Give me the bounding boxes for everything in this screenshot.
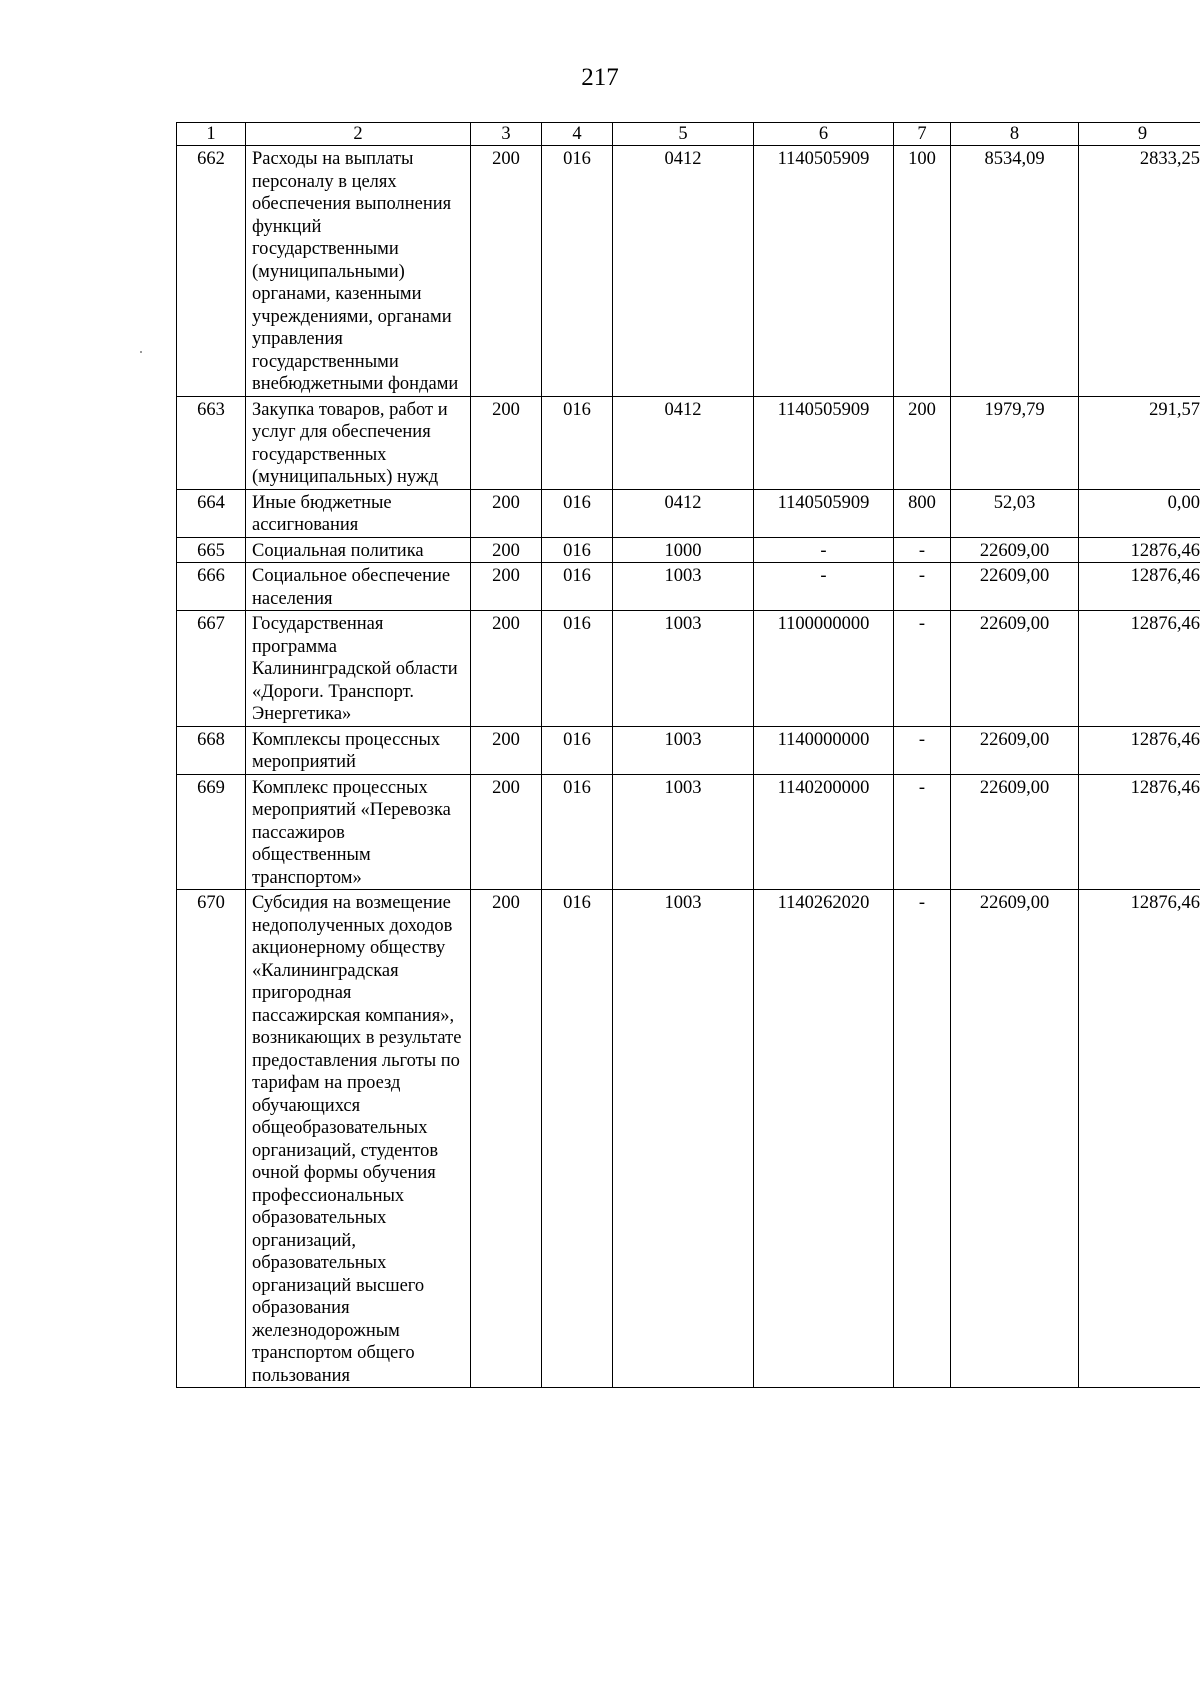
row-number: 662 [177,146,246,397]
cell-col-7: - [894,774,951,890]
cell-col-3: 200 [471,890,542,1388]
cell-col-9: 0,00 [1079,489,1200,537]
cell-col-3: 200 [471,563,542,611]
table-row [177,146,1200,397]
row-description: Комплексы процессных мероприятий [246,726,471,774]
cell-col-8: 22609,00 [951,537,1079,563]
cell-col-8: 22609,00 [951,563,1079,611]
cell-col-4: 016 [542,396,613,489]
cell-col-6: - [754,537,894,563]
cell-col-5: 1003 [613,726,754,774]
row-number: 668 [177,726,246,774]
cell-col-6: 1140000000 [754,726,894,774]
header-row [177,123,1200,146]
cell-col-4: 016 [542,611,613,727]
row-description: Иные бюджетные ассигнования [246,489,471,537]
cell-col-4: 016 [542,890,613,1388]
page-number: 217 [581,64,619,91]
cell-col-3: 200 [471,726,542,774]
table-row [177,726,1200,774]
cell-col-7: - [894,611,951,727]
row-number: 664 [177,489,246,537]
cell-col-7: 200 [894,396,951,489]
cell-col-8: 1979,79 [951,396,1079,489]
cell-col-6: - [754,563,894,611]
cell-col-4: 016 [542,774,613,890]
table-row [177,774,1200,890]
cell-col-9: 12876,46 [1079,611,1200,727]
cell-col-5: 0412 [613,489,754,537]
cell-col-4: 016 [542,146,613,397]
cell-col-6: 1140505909 [754,489,894,537]
header-col-6: 6 [754,123,894,146]
header-col-3: 3 [471,123,542,146]
cell-col-8: 22609,00 [951,726,1079,774]
row-number: 669 [177,774,246,890]
cell-col-3: 200 [471,146,542,397]
header-col-2: 2 [246,123,471,146]
cell-col-9: 2833,25 [1079,146,1200,397]
cell-col-4: 016 [542,726,613,774]
table-row [177,611,1200,727]
cell-col-6: 1140505909 [754,146,894,397]
cell-col-4: 016 [542,489,613,537]
cell-col-3: 200 [471,611,542,727]
header-col-4: 4 [542,123,613,146]
scan-speck [140,351,142,353]
header-col-9: 9 [1079,123,1200,146]
cell-col-6: 1140505909 [754,396,894,489]
row-description: Расходы на выплаты персоналу в целях обеспечения выполнения функций государственными (муниципальными) органами, казенными учреждениями, органами управления государственными внебюджетными фондами [246,146,471,397]
cell-col-3: 200 [471,774,542,890]
cell-col-9: 12876,46 [1079,726,1200,774]
header-col-8: 8 [951,123,1079,146]
cell-col-7: 100 [894,146,951,397]
cell-col-7: - [894,890,951,1388]
cell-col-5: 1003 [613,611,754,727]
cell-col-5: 0412 [613,396,754,489]
cell-col-9: 12876,46 [1079,774,1200,890]
table-row [177,396,1200,489]
table-row [177,489,1200,537]
cell-col-7: - [894,726,951,774]
cell-col-3: 200 [471,489,542,537]
cell-col-8: 8534,09 [951,146,1079,397]
table-row [177,537,1200,563]
cell-col-5: 1003 [613,563,754,611]
cell-col-8: 22609,00 [951,774,1079,890]
cell-col-5: 1003 [613,890,754,1388]
budget-table [176,122,1200,1388]
cell-col-9: 291,57 [1079,396,1200,489]
cell-col-9: 12876,46 [1079,890,1200,1388]
cell-col-8: 22609,00 [951,890,1079,1388]
row-number: 665 [177,537,246,563]
header-col-1: 1 [177,123,246,146]
cell-col-3: 200 [471,396,542,489]
row-description: Субсидия на возмещение недополученных доходов акционерному обществу «Калининградская пригородная пассажирская компания», возникающих в результате предоставления льготы по тарифам на проезд обучающихся общеобразовательных организаций, студентов очной формы обучения профессиональных образовательных организаций, образовательных организаций высшего образования железнодорожным транспортом общего пользования [246,890,471,1388]
cell-col-7: - [894,563,951,611]
row-number: 663 [177,396,246,489]
row-description: Социальное обеспечение населения [246,563,471,611]
row-description: Государственная программа Калининградской области «Дороги. Транспорт. Энергетика» [246,611,471,727]
cell-col-5: 1003 [613,774,754,890]
cell-col-5: 0412 [613,146,754,397]
table-row [177,563,1200,611]
cell-col-3: 200 [471,537,542,563]
cell-col-4: 016 [542,563,613,611]
cell-col-8: 22609,00 [951,611,1079,727]
row-number: 667 [177,611,246,727]
header-col-7: 7 [894,123,951,146]
cell-col-6: 1140200000 [754,774,894,890]
cell-col-6: 1140262020 [754,890,894,1388]
cell-col-5: 1000 [613,537,754,563]
cell-col-8: 52,03 [951,489,1079,537]
cell-col-6: 1100000000 [754,611,894,727]
cell-col-9: 12876,46 [1079,537,1200,563]
row-number: 670 [177,890,246,1388]
row-description: Закупка товаров, работ и услуг для обеспечения государственных (муниципальных) нужд [246,396,471,489]
header-col-5: 5 [613,123,754,146]
cell-col-4: 016 [542,537,613,563]
cell-col-9: 12876,46 [1079,563,1200,611]
table-row [177,890,1200,1388]
cell-col-7: - [894,537,951,563]
row-description: Комплекс процессных мероприятий «Перевозка пассажиров общественным транспортом» [246,774,471,890]
cell-col-7: 800 [894,489,951,537]
row-description: Социальная политика [246,537,471,563]
row-number: 666 [177,563,246,611]
